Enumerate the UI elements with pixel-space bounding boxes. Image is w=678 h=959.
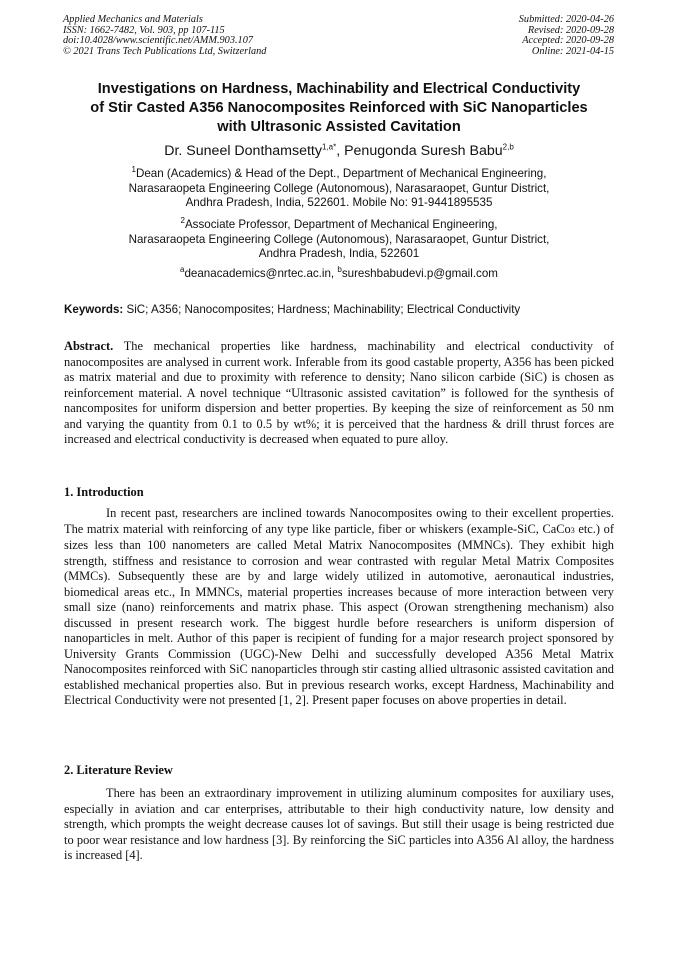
copyright: © 2021 Trans Tech Publications Ltd, Switzerland bbox=[63, 45, 267, 57]
email-a[interactable]: deanacademics@nrtec.ac.in, bbox=[184, 267, 338, 280]
section-heading-introduction: 1. Introduction bbox=[64, 485, 144, 499]
keywords-text: SiC; A356; Nanocomposites; Hardness; Machinability; Electrical Conductivity bbox=[123, 303, 521, 316]
paper-title bbox=[40, 80, 638, 137]
journal-info bbox=[63, 15, 266, 57]
title-line-1: Investigations on Hardness, Machinability and Electrical Conductivity bbox=[97, 81, 581, 97]
abstract-label: Abstract. bbox=[64, 339, 114, 353]
email-b[interactable]: sureshbabudevi.p@gmail.com bbox=[341, 267, 498, 280]
intro-text-part-2: etc.) of sizes less than 100 nanometers are called Metal Matrix Nanocomposites (MMNCs). They exhibit high strength, stiffness and resistance to corrosion and wear contrasted with regular Metal Matrix Composites (MMCs). Subsequently these are by and large widely utilized in automotive, aeronautical industries, biomedical areas etc., In MMNCs, material properties increases because of more interaction between very small size (nano) reinforcements and matrix phase. This aspect (Orowan strengthening mechanism) also discussed in present research work. The biggest hurdle before researchers is uniform dispersion of nanoparticles in melt. Author of this paper is recipient of funding for a major research project sponsored by University Grants Commission (UGC)-New Delhi and successfully developed A356 Metal Matrix Nanocomposites reinforced with SiC nanoparticles through stir casting allied ultrasonic assisted cavitation and established mechanical properties also. But in previous research works, except Hardness, Machinability and Electrical Conductivity were not presented [1, 2]. Present paper focuses on above properties in detail. bbox=[64, 521, 614, 707]
keywords bbox=[64, 303, 624, 316]
affiliation-1-line-2: Narasaraopeta Engineering College (Autonomous), Narasaraopet, Guntur District, bbox=[128, 181, 550, 195]
publication-dates bbox=[519, 15, 614, 57]
abstract-text: The mechanical properties like hardness, machinability and electrical conductivity of nanocomposites are analysed in current work. Inferable from its good castable property, A356 has been picked as matrix material and due to proximity with reference to density; Nano silicon carbide (SiC) is chosen as reinforcement material. A novel technique “Ultrasonic assisted cavitation” is followed for the synthesis of nancomposites for uniform dispersion and better properties. By keeping the size of reinforcement as 50 nm and varying the quantity from 0.1 to 0.5 by wt%; it is perceived that the hardness & drill thrust forces are increased and electrical conductivity is decreased when equated to pure alloy. bbox=[64, 339, 614, 446]
author-1-sup: 1,a* bbox=[321, 142, 337, 152]
author-2-sup: 2,b bbox=[502, 142, 514, 152]
online-date: Online: 2021-04-15 bbox=[531, 45, 614, 57]
author-1: Dr. Suneel Donthamsetty bbox=[164, 143, 322, 159]
abstract bbox=[64, 339, 614, 448]
revised-date: Revised: 2020-09-28 bbox=[527, 24, 614, 36]
affiliation-2-line-1: Associate Professor, Department of Mechanical Engineering, bbox=[184, 218, 498, 231]
affiliation-2-line-2: Narasaraopeta Engineering College (Autonomous), Narasaraopet, Guntur District, bbox=[128, 232, 550, 246]
introduction-paragraph bbox=[64, 506, 614, 709]
section-heading-literature-review: 2. Literature Review bbox=[64, 763, 173, 777]
submitted-date: Submitted: 2020-04-26 bbox=[518, 14, 614, 25]
keywords-label: Keywords: bbox=[64, 303, 124, 316]
author-2: Penugonda Suresh Babu bbox=[344, 143, 503, 159]
author-separator: , bbox=[336, 143, 345, 159]
literature-review-paragraph: There has been an extraordinary improvement in utilizing aluminum composites for auxiliary uses, especially in aviation and car enterprises, attributable to their high conductivity nature, low density and strength, which prompts the weight decrease causes lot of savings. But still their usage is being restricted due to poor wear resistance and low hardness [3]. By reinforcing the SiC particles into A356 Al alloy, the hardness is increased [4]. bbox=[64, 786, 614, 862]
issn: ISSN: 1662-7482, Vol. 903, pp 107-115 bbox=[63, 24, 225, 36]
affiliation-2 bbox=[40, 218, 638, 262]
email-a-marker: a bbox=[180, 265, 185, 275]
journal-name: Applied Mechanics and Materials bbox=[63, 14, 203, 25]
accepted-date: Accepted: 2020-09-28 bbox=[522, 35, 614, 47]
intro-text-part-1: In recent past, researchers are inclined towards Nanocomposites owing to their excellent properties. The matrix material with reinforcing of any type like particle, fiber or whiskers (example-SiC, CaCo bbox=[64, 506, 614, 536]
affiliation-1 bbox=[40, 167, 638, 211]
doi: doi:10.4028/www.scientific.net/AMM.903.107 bbox=[63, 35, 253, 47]
intro-subscript: 3 bbox=[570, 525, 575, 535]
author-emails bbox=[40, 267, 638, 282]
affiliation-1-marker: 1 bbox=[131, 165, 136, 175]
title-line-3: with Ultrasonic Assisted Cavitation bbox=[217, 119, 461, 135]
email-b-marker: b bbox=[337, 265, 342, 275]
affiliation-1-line-3: Andhra Pradesh, India, 522601. Mobile No: 91-9441895535 bbox=[185, 196, 493, 210]
affiliation-2-marker: 2 bbox=[180, 216, 185, 226]
author-list bbox=[40, 142, 638, 160]
title-line-2: of Stir Casted A356 Nanocomposites Reinforced with SiC Nanoparticles bbox=[90, 100, 588, 116]
affiliation-1-line-1: Dean (Academics) & Head of the Dept., Department of Mechanical Engineering, bbox=[135, 167, 547, 180]
affiliation-2-line-3: Andhra Pradesh, India, 522601 bbox=[258, 247, 420, 261]
